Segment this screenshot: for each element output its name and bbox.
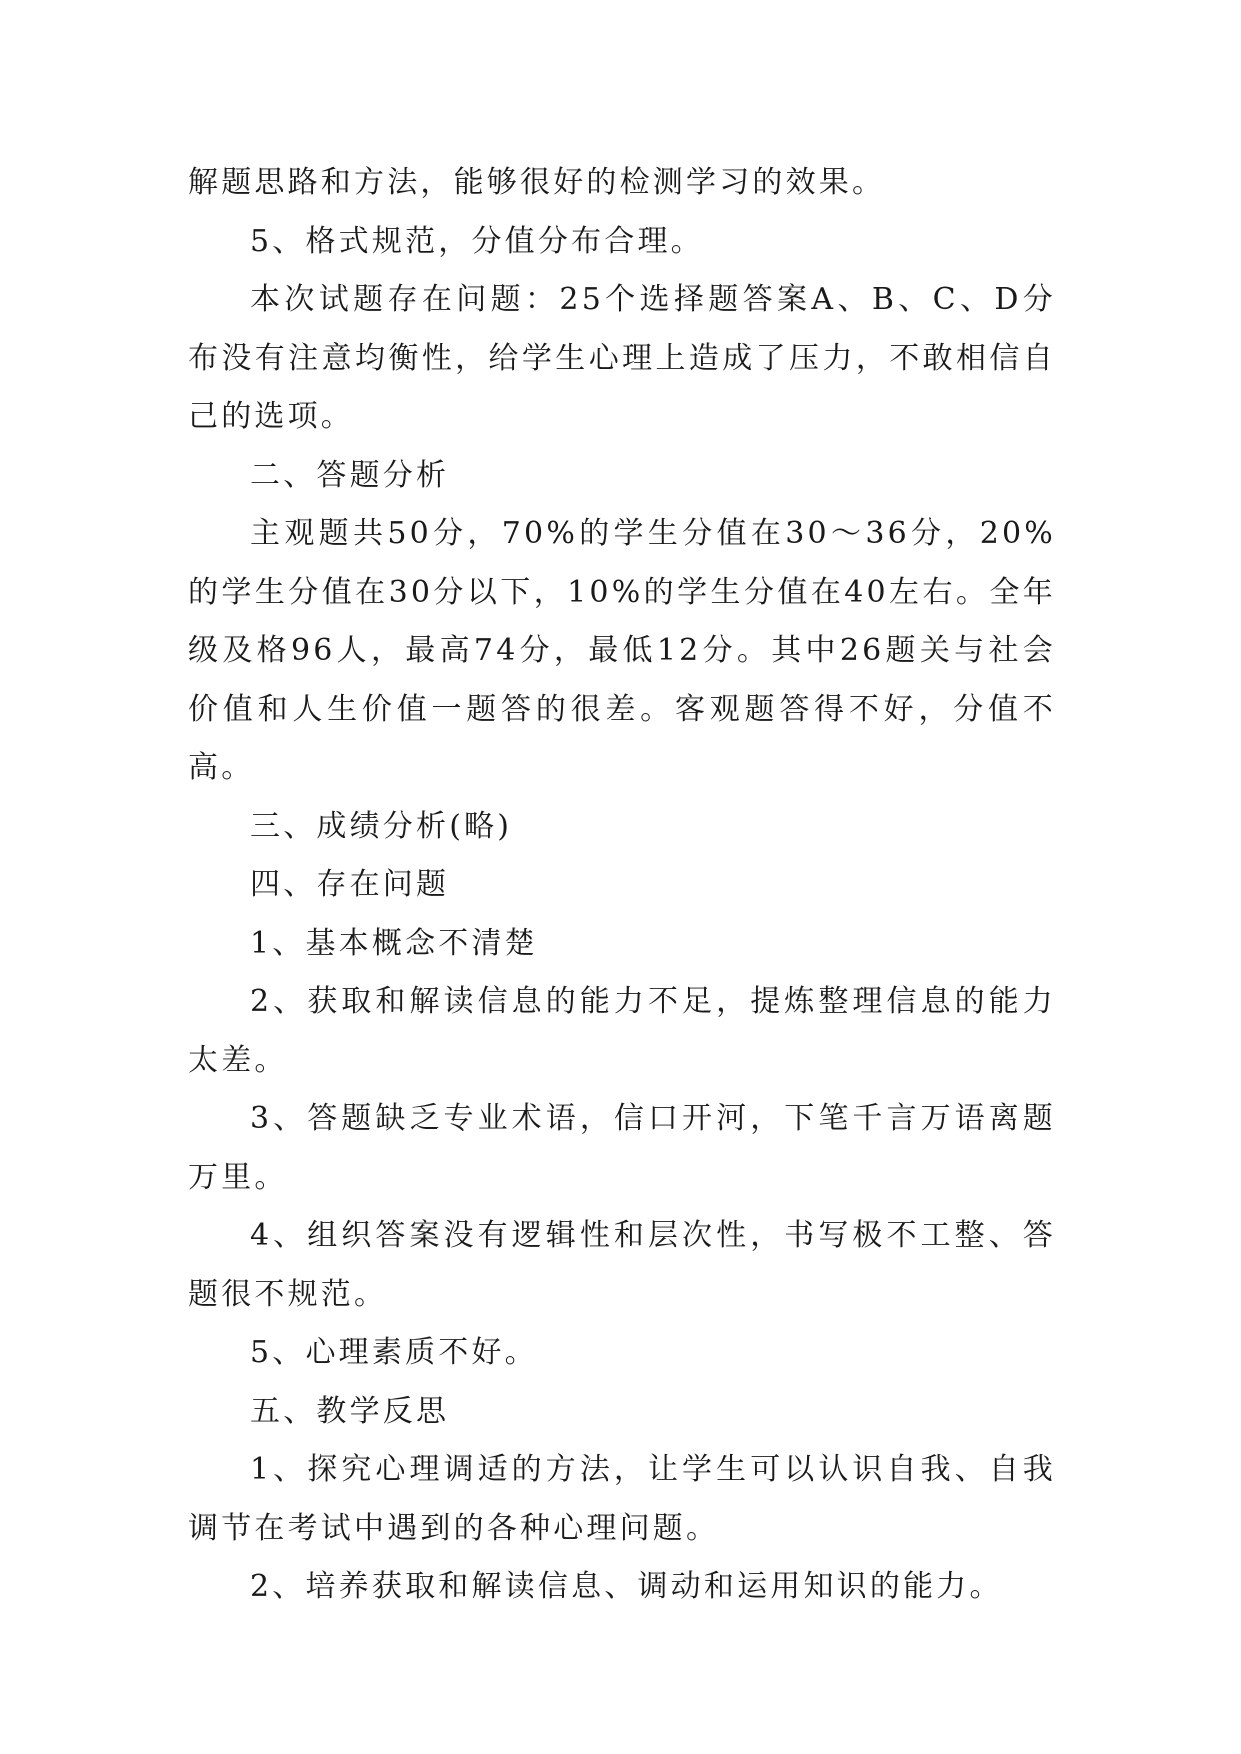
list-item-problem-3: 3、答题缺乏专业术语，信口开河，下笔千言万语离题万里。: [188, 1101, 1056, 1195]
paragraph-score-analysis: 主观题共50分，70%的学生分值在30～36分，20%的学生分值在30分以下，10%的学生分值在40左右。全年级及格96人，最高74分，最低12分。其中26题关与社会价值和人生价值一题答的很差。客观题答得不好，分值不高。: [188, 516, 1056, 785]
paragraph-continuation: 解题思路和方法，能够很好的检测学习的效果。: [188, 165, 886, 200]
document-body: [188, 154, 1056, 1617]
section-heading-answer-analysis: 二、答题分析: [250, 457, 450, 493]
paragraph-item-5-format: 5、格式规范，分值分布合理。: [250, 223, 704, 259]
section-heading-problems: 四、存在问题: [250, 867, 450, 902]
paragraph-exam-issues: 本次试题存在问题：25个选择题答案A、B、C、D分布没有注意均衡性，给学生心理上造成了压力，不敢相信自己的选项。: [188, 282, 1056, 434]
list-item-problem-4: 4、组织答案没有逻辑性和层次性，书写极不工整、答题很不规范。: [188, 1218, 1056, 1312]
section-heading-grade-analysis: 三、成绩分析(略): [250, 808, 513, 844]
list-item-problem-2: 2、获取和解读信息的能力不足，提炼整理信息的能力太差。: [188, 984, 1056, 1078]
section-heading-reflection: 五、教学反思: [250, 1393, 450, 1429]
list-item-problem-5: 5、心理素质不好。: [250, 1335, 538, 1370]
list-item-reflection-1: 1、探究心理调适的方法，让学生可以认识自我、自我调节在考试中遇到的各种心理问题。: [188, 1452, 1056, 1546]
list-item-reflection-2: 2、培养获取和解读信息、调动和运用知识的能力。: [250, 1569, 1003, 1604]
list-item-problem-1: 1、基本概念不清楚: [250, 925, 538, 961]
